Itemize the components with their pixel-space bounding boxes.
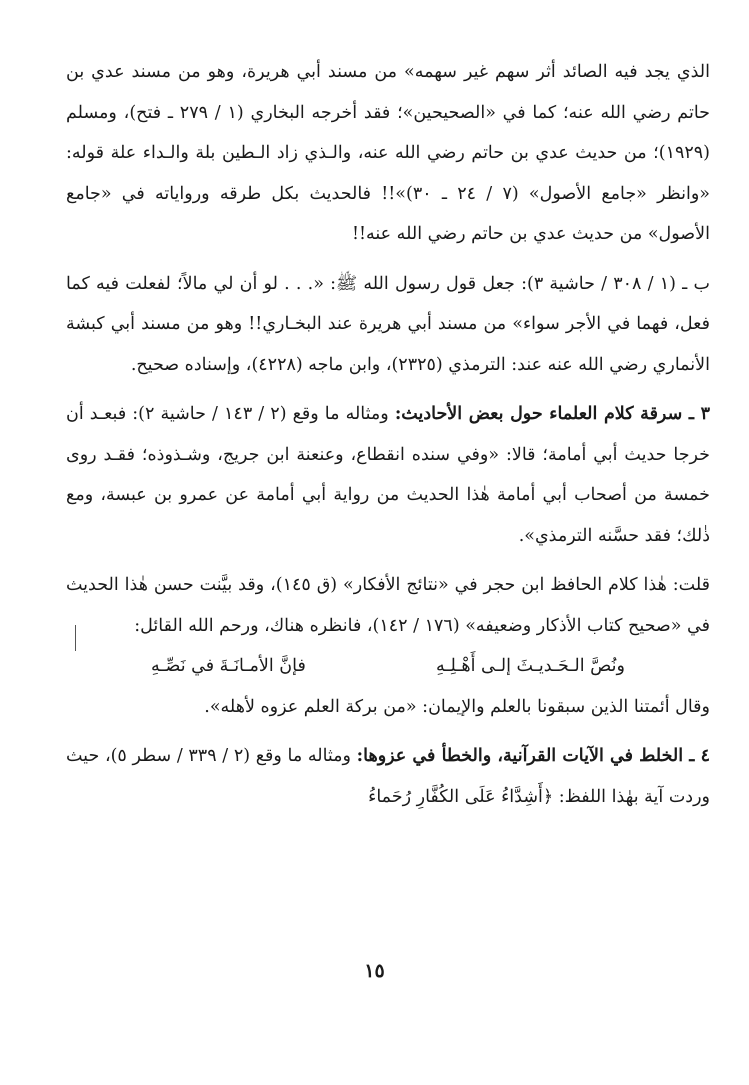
paragraph-item-3 (66, 394, 710, 556)
paragraph-closing-quote (66, 687, 710, 728)
page-body (66, 52, 710, 817)
margin-mark (75, 625, 76, 651)
paragraph-text: وقال أئمتنا الذين سبقونا بالعلم والإيمان: «من بركة العلم عزوه لأهله». (204, 696, 710, 717)
paragraph-lead: ٣ ـ سرقة كلام العلماء حول بعض الأحاديث: (394, 404, 710, 424)
paragraph-lead: ٤ ـ الخلط في الآيات القرآنية، والخطأ في عزوها: (356, 746, 710, 766)
paragraph-text: ب ـ (١ / ٣٠٨ / حاشية ٣): جعل قول رسول الله ﷺ: «. . . لو أن لي مالاً؛ لفعلت فيه كما فعل، فهما في الأجر سواء» من مسند أبي هريرة عند البخـاري!! وهو من مسند أبي كبشة الأنماري رضي الله عنه عند: الترمذي (٢٣٢٥)، وابن ماجه (٤٢٢٨)، وإسناده صحيح. (66, 273, 710, 375)
paragraph-text: الذي يجد فيه الصائد أثر سهم غير سهمه» من مسند أبي هريرة، وهو من مسند عدي بن حاتم رضي الله عنه؛ كما في «الصحيحين»؛ فقد أخرجه البخاري (١ / ٢٧٩ ـ فتح)، ومسلم (١٩٢٩)؛ من حديث عدي بن حاتم رضي الله عنه، والـذي زاد الـطين بلة والـداء علة قوله: «وانظر «جامع الأصول» (٧ / ٢٤ ـ ٣٠)»!! فالحديث بكل طرقه ورواياته في «جامع الأصول» من حديث عدي بن حاتم رضي الله عنه!! (66, 62, 710, 244)
page-number: ١٥ (364, 960, 385, 982)
verse-hemistich-first: ونُصَّ الـحَـديـثَ إلـى أَهْـلِـهِ (435, 656, 625, 676)
paragraph-text: قلت: هٰذا كلام الحافظ ابن حجر في «نتائج الأفكار» (ق ١٤٥)، وقد بيَّنت حسن هٰذا الحديث في «صحيح كتاب الأذكار وضعيفه» (١٧٦ / ١٤٢)، فانظره هناك، ورحم الله القائل: (66, 575, 710, 636)
paragraph-qultu (66, 565, 710, 646)
verse-hemistich-second: فإنَّ الأمـانَـةَ في نَصِّـهِ (151, 656, 306, 676)
paragraph-item-b (66, 264, 710, 386)
paragraph-hadith-abu-hurayra (66, 52, 710, 255)
paragraph-item-4 (66, 736, 710, 817)
paragraph-text: ومثاله ما وقع (٢ / ١٤٣ / حاشية ٢): فبعـد أن خرجا حديث أبي أمامة؛ قالا: «وفي سنده انقطاع، وعنعنة ابن جريج، وشـذوذه؛ فقـد روى خمسة من أصحاب أبي أمامة هٰذا الحديث من رواية أبي أمامة عن عمرو بن عبسة، ومع ذٰلك؛ فقد حسَّنه الترمذي». (66, 404, 710, 546)
paragraph-text: ومثاله ما وقع (٢ / ٣٣٩ / سطر ٥)، حيث وردت آية بهٰذا اللفظ: ﴿أَشِدَّاءُ عَلَى الكُفَّارِ رُحَماءُ (66, 746, 710, 807)
poem-verse (66, 646, 710, 687)
